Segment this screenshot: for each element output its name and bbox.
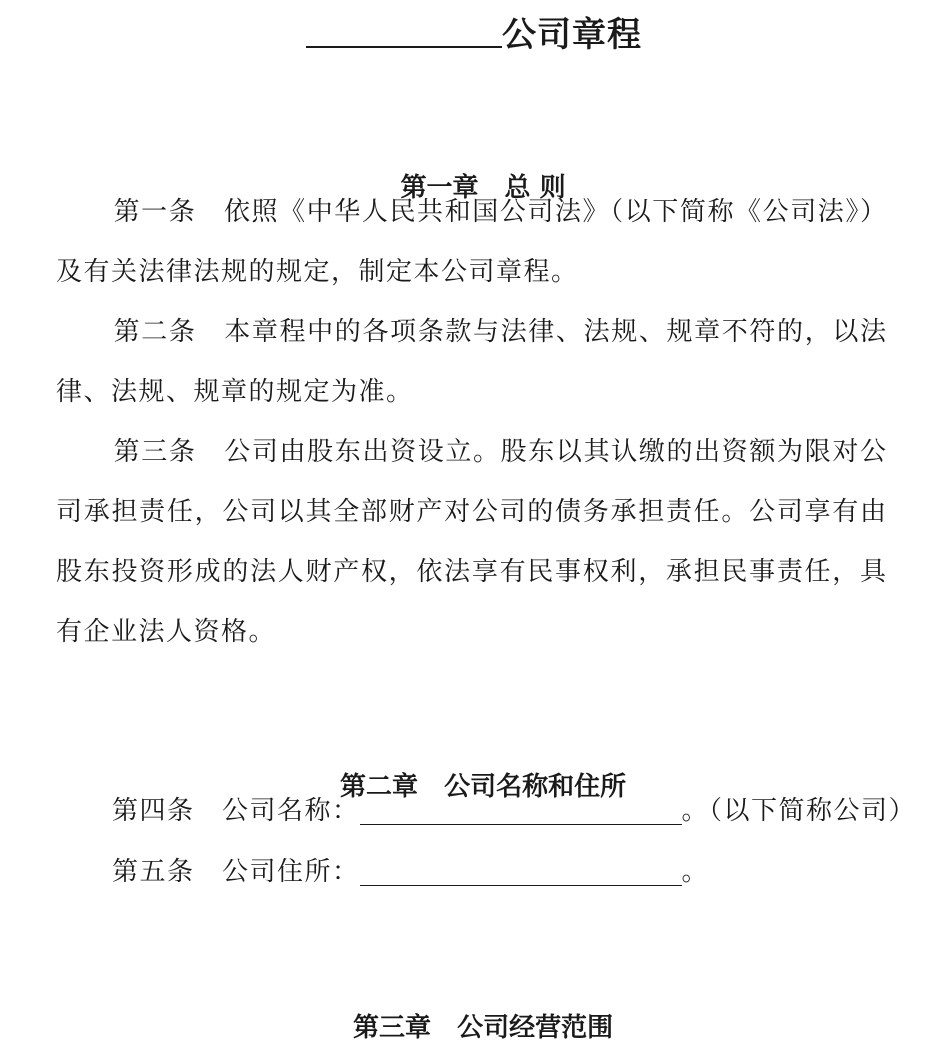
company-address-field[interactable] — [360, 855, 682, 886]
company-name-blank[interactable] — [306, 6, 502, 48]
article-3-line-3: 股东投资形成的法人财产权，依法享有民事权利，承担民事责任，具 — [56, 557, 886, 587]
chapter-label: 第一章 — [400, 173, 479, 203]
article-2-line-2: 律、法规、规章的规定为准。 — [56, 377, 414, 407]
article-label: 第四条 — [112, 796, 195, 826]
article-2-line-1: 第二条 本章程中的各项条款与法律、法规、规章不符的，以法 — [112, 317, 886, 347]
field-label: 公司住所： — [222, 857, 360, 887]
article-3-line-2: 司承担责任，公司以其全部财产对公司的债务承担责任。公司享有由 — [56, 497, 886, 527]
chapter-name: 总 则 — [504, 173, 566, 203]
article-1-line-2: 及有关法律法规的规定，制定本公司章程。 — [56, 257, 579, 287]
article-label: 第一条 — [112, 197, 197, 227]
company-name-field[interactable] — [360, 794, 682, 825]
field-label: 公司名称： — [222, 796, 360, 826]
article-3-line-4: 有企业法人资格。 — [56, 617, 277, 647]
article-5: 第五条 公司住所： 。 — [112, 857, 710, 887]
document-title — [0, 6, 948, 57]
chapter-3-heading — [0, 974, 948, 1046]
article-label: 第五条 — [112, 857, 195, 887]
chapter-name: 公司名称和住所 — [444, 772, 627, 802]
chapter-label: 第二章 — [340, 772, 419, 802]
article-3-line-1: 第三条 公司由股东出资设立。股东以其认缴的出资额为限对公 — [112, 437, 886, 467]
title-text: 公司章程 — [502, 15, 642, 55]
article-4: 第四条 公司名称： 。（以下简称公司） — [112, 796, 917, 826]
chapter-label: 第三章 — [353, 1013, 432, 1043]
article-1-line-1: 第一条 依照《中华人民共和国公司法》（以下简称《公司法》） — [112, 197, 886, 227]
article-label: 第三条 — [112, 437, 197, 467]
article-label: 第二条 — [112, 317, 197, 347]
chapter-name: 公司经营范围 — [457, 1013, 614, 1043]
